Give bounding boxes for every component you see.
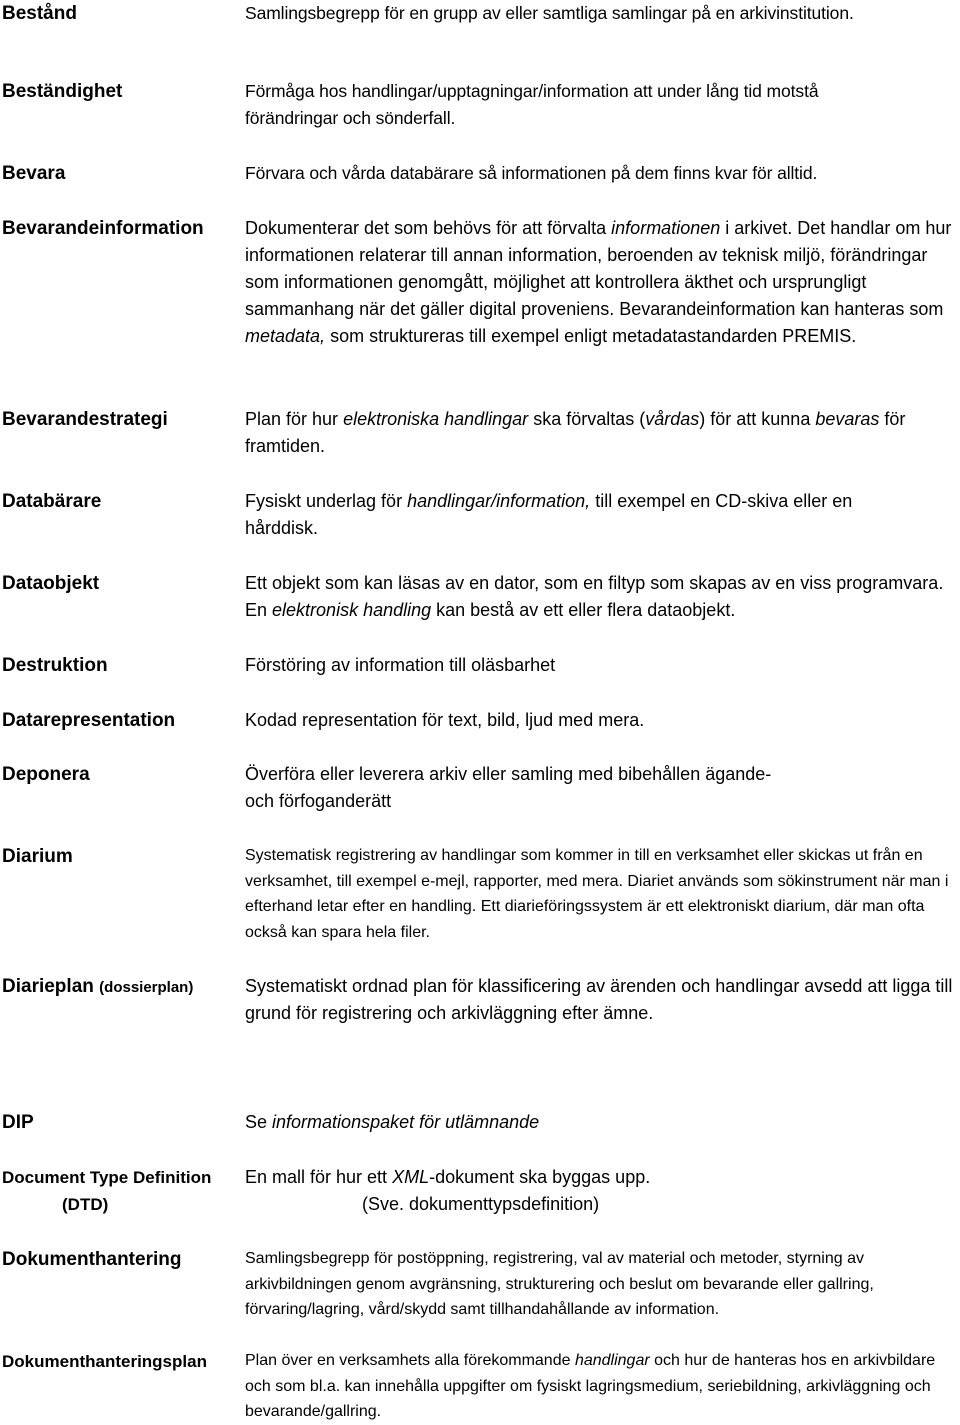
definition-line: Överföra eller leverera arkiv eller samling med bibehållen ägande-: [245, 764, 772, 784]
definition: Plan för hur elektroniska handlingar ska förvaltas (vårdas) för att kunna bevaras för framtiden.: [245, 409, 906, 456]
term: Beständighet: [2, 81, 123, 102]
definition: Kodad representation för text, bild, ljud med mera.: [245, 710, 645, 730]
definition: Samlingsbegrepp för postöppning, registrering, val av material och metoder, styrning av arkivbildningen genom avgränsning, strukturering och beslut om bevarande eller gallring, förvaring/lagring, vård/skydd samt tillhandahållande av information.: [245, 1250, 874, 1318]
term: Bevara: [2, 163, 66, 184]
definition: En mall för hur ett XML-dokument ska byggas upp. (Sve. dokumenttypsdefinition): [245, 1164, 960, 1218]
definition: Förvara och vårda databärare så informationen på dem finns kvar för alltid.: [245, 163, 818, 183]
term-qualifier: (dossierplan): [99, 979, 194, 996]
definition-note: (Sve. dokumenttypsdefinition): [362, 1194, 600, 1214]
definition: Se informationspaket för utlämnande: [245, 1112, 540, 1132]
term: Bevarandestrategi: [2, 409, 168, 430]
term: Bevarandeinformation: [2, 218, 204, 239]
term: Destruktion: [2, 655, 108, 676]
definition: Systematisk registrering av handlingar som kommer in till en verksamhet eller skickas ut från en verksamhet, till exempel e-mejl, rapporter, med mera. Diariet används som sökinstrument när man i efterhand letar efter en handling. Ett diarieföringssystem är ett elektroniskt diarium, där man ofta också kan spara hela filer.: [245, 847, 949, 941]
definition: Systematiskt ordnad plan för klassificering av ärenden och handlingar avsedd att ligga till grund för registrering och arkivläggning efter ämne.: [245, 976, 953, 1023]
term: Datarepresentation: [2, 710, 176, 731]
term: DIP: [2, 1112, 34, 1133]
definition: Förmåga hos handlingar/upptagningar/information att under lång tid motstå förändringar och sönderfall.: [245, 81, 819, 128]
definition-line: och förfoganderätt: [245, 791, 392, 811]
definition: [245, 761, 960, 815]
term: Bestånd: [2, 3, 77, 24]
term: Diarieplan (dossierplan): [2, 976, 194, 997]
term: Document Type Definition (DTD): [2, 1164, 211, 1218]
definition: Dokumenterar det som behövs för att förvalta informationen i arkivet. Det handlar om hur informationen relaterar till annan information, beroenden av teknisk miljö, förändringar som informationen genomgått, möjlighet att kontrollera äkthet och ursprungligt sammanhang när det gäller digital proveniens. Bevarandeinformation kan hanteras som metadata, som struktureras till exempel enligt metadatastandarden PREMIS.: [245, 218, 952, 346]
definition: Förstöring av information till oläsbarhet: [245, 655, 556, 675]
term: Dokumenthantering: [2, 1249, 182, 1270]
definition: Fysiskt underlag för handlingar/information, till exempel en CD-skiva eller en hårddisk.: [245, 491, 853, 538]
definition: Plan över en verksamhets alla förekommande handlingar och hur de hanteras hos en arkivbildare och som bl.a. kan innehålla uppgifter om fysiskt lagringsmedium, seriebildning, arkivläggning och bevarande/gallring.: [245, 1352, 936, 1420]
term-abbreviation: (DTD): [62, 1195, 109, 1214]
term: Deponera: [2, 764, 90, 785]
definition: Samlingsbegrepp för en grupp av eller samtliga samlingar på en arkivinstitution.: [245, 3, 854, 23]
term: Databärare: [2, 491, 102, 512]
term: Diarium: [2, 846, 73, 867]
term: Dokumenthanteringsplan: [2, 1352, 207, 1371]
definition: Ett objekt som kan läsas av en dator, som en filtyp som skapas av en viss programvara. En elektronisk handling kan bestå av ett eller flera dataobjekt.: [245, 573, 944, 620]
term: Dataobjekt: [2, 573, 100, 594]
